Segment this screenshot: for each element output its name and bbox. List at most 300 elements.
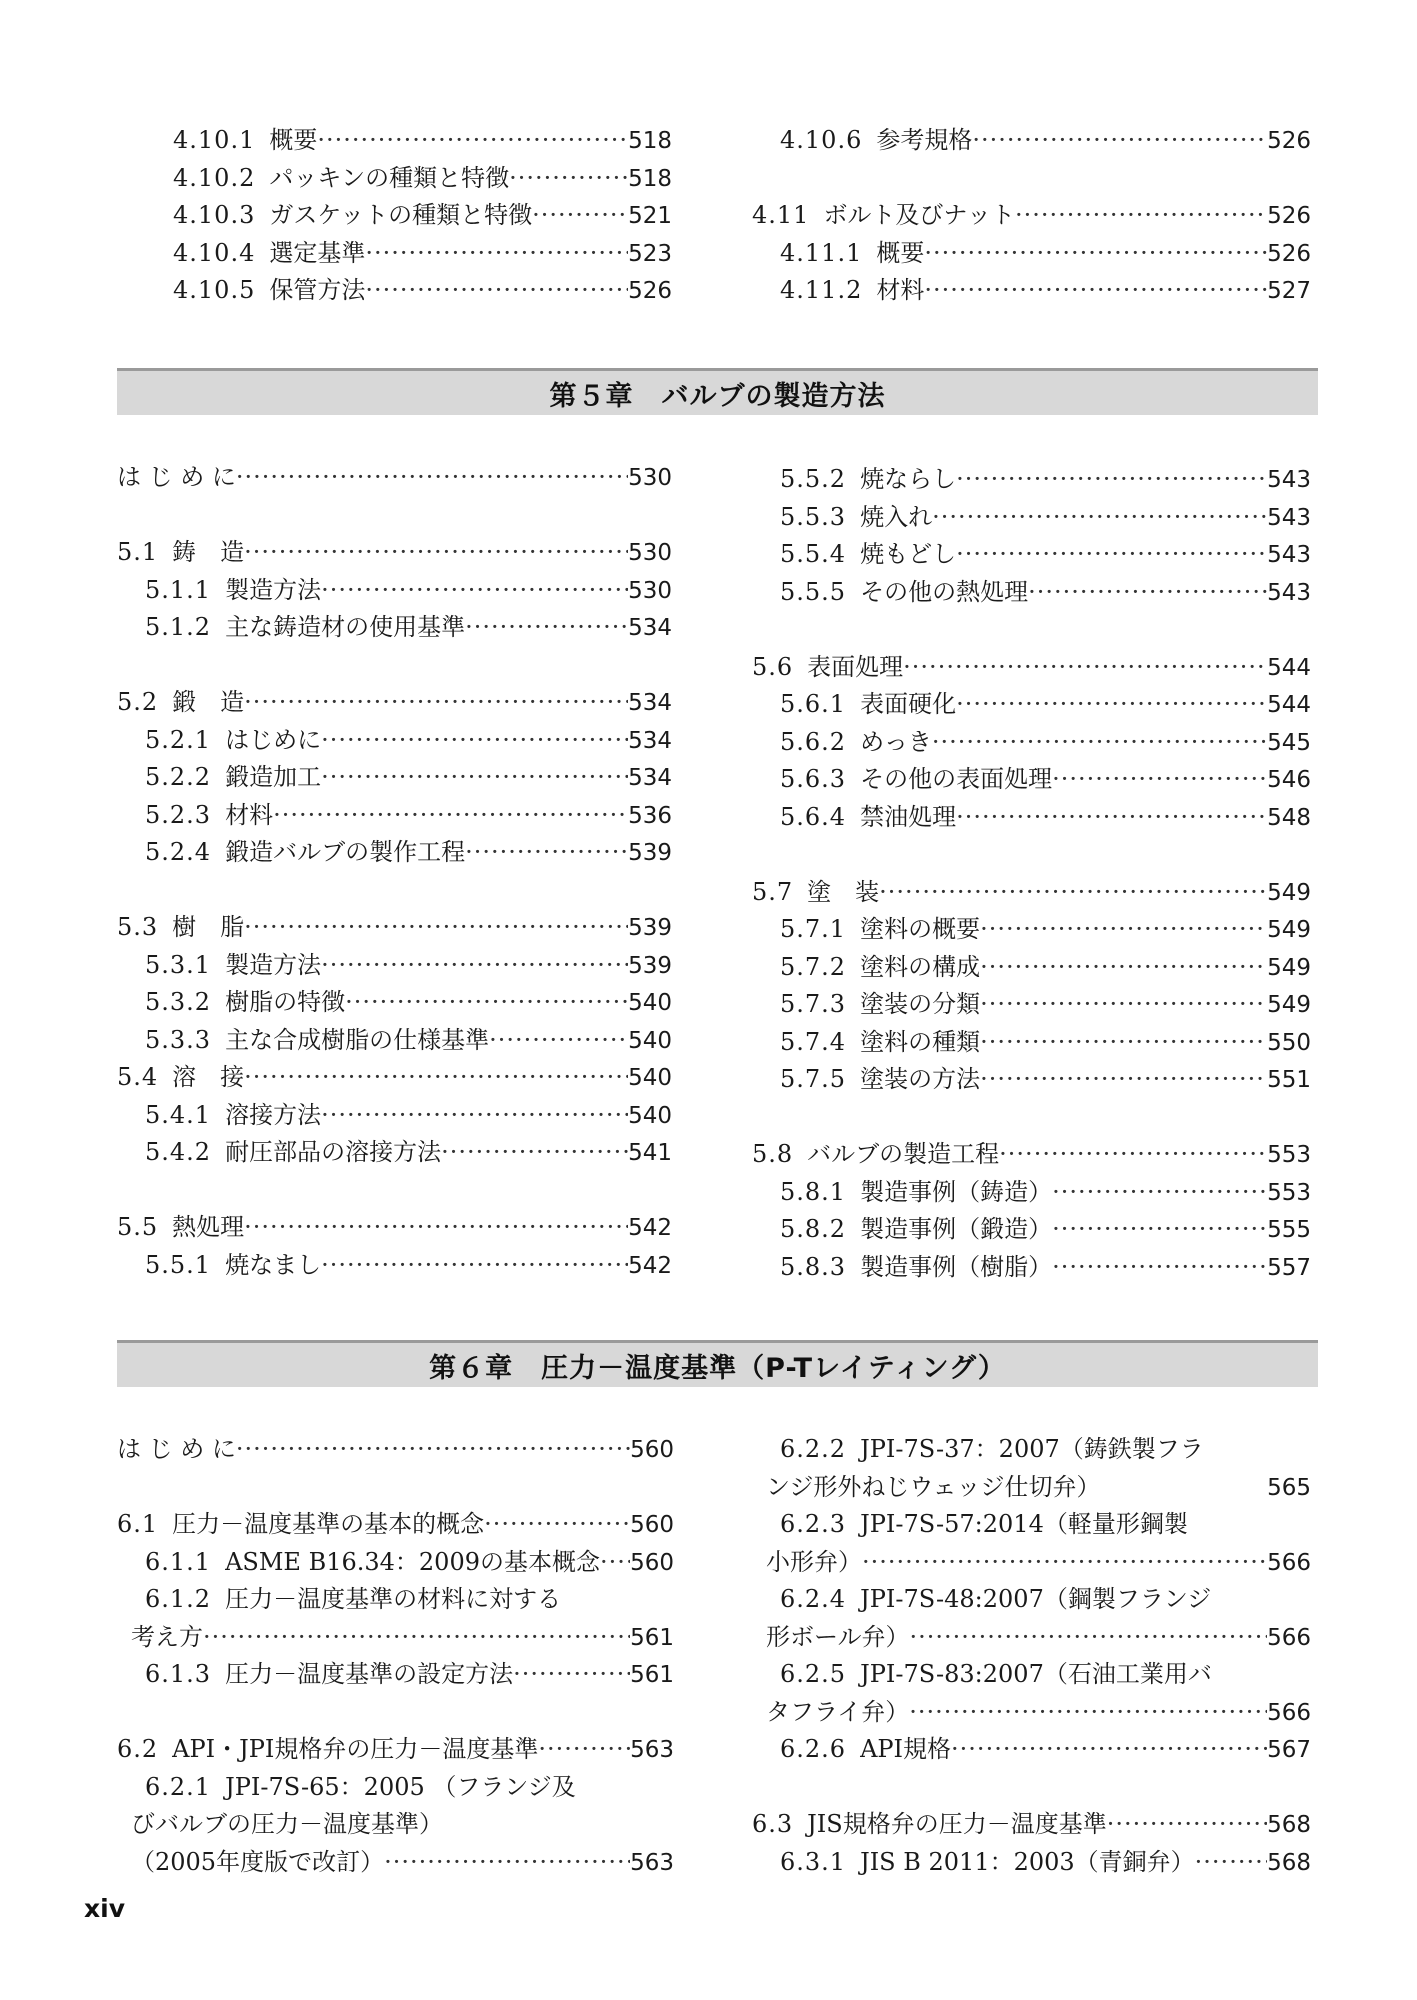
toc-ch6-right bbox=[752, 1431, 1311, 1881]
toc-entry-number: 4.10.2 bbox=[173, 163, 256, 192]
toc-entry-title: 焼ならし bbox=[860, 465, 957, 493]
toc-entry-number: 5.7.2 bbox=[780, 952, 847, 981]
toc-entry-page: 526 bbox=[628, 278, 672, 304]
toc-entry-number: 5.7.3 bbox=[780, 990, 847, 1018]
toc-entry[interactable] bbox=[752, 874, 1311, 912]
toc-leader-dots bbox=[465, 609, 628, 647]
toc-entry-page: 544 bbox=[1267, 692, 1311, 718]
toc-entry[interactable] bbox=[117, 909, 672, 947]
toc-entry-title: 塗料の種類 bbox=[860, 1027, 981, 1056]
toc-entry[interactable] bbox=[117, 1656, 674, 1694]
toc-entry-page: 563 bbox=[630, 1849, 674, 1876]
toc-entry-page: 560 bbox=[630, 1549, 674, 1576]
toc-leader-dots bbox=[909, 1694, 1267, 1732]
toc-entry[interactable] bbox=[117, 1247, 672, 1285]
toc-leader-dots bbox=[1107, 1806, 1267, 1844]
toc-leader-dots bbox=[956, 461, 1267, 499]
toc-leader-dots bbox=[345, 984, 628, 1022]
toc-leader-dots bbox=[513, 1656, 630, 1694]
toc-entry-title: 概要 bbox=[876, 238, 925, 267]
toc-leader-dots bbox=[244, 1209, 628, 1247]
toc-leader-dots bbox=[924, 235, 1267, 273]
toc-entry-title: 製造方法 bbox=[225, 575, 322, 604]
toc-spacer bbox=[117, 647, 672, 685]
toc-entry[interactable] bbox=[752, 986, 1311, 1024]
toc-entry-title: JPI-7S-65：2005 （フランジ及 bbox=[225, 1772, 576, 1801]
toc-entry-page: 541 bbox=[628, 1140, 672, 1166]
toc-leader-dots bbox=[321, 1097, 628, 1135]
toc-entry-page: 540 bbox=[628, 1027, 672, 1054]
toc-entry[interactable] bbox=[145, 235, 672, 273]
toc-entry[interactable] bbox=[117, 1022, 672, 1060]
chapter-6-heading: 第６章 圧力－温度基準（P-Tレイティング） bbox=[117, 1340, 1318, 1387]
toc-leader-dots bbox=[317, 122, 628, 160]
toc-leader-dots bbox=[862, 1544, 1267, 1582]
toc-entry[interactable] bbox=[752, 761, 1311, 799]
toc-entry-page: 539 bbox=[628, 840, 672, 866]
toc-entry-page: 534 bbox=[628, 727, 672, 754]
toc-entry-title: 焼もどし bbox=[860, 540, 957, 568]
toc-entry[interactable] bbox=[117, 1581, 674, 1619]
toc-entry-number: 5.5.2 bbox=[780, 465, 847, 493]
toc-entry[interactable] bbox=[752, 235, 1311, 273]
toc-entry-title: 製造事例（鍛造） bbox=[860, 1215, 1053, 1243]
toc-entry[interactable] bbox=[752, 1694, 1311, 1732]
toc-top-left bbox=[145, 122, 672, 310]
toc-entry-number: 4.10.1 bbox=[173, 126, 256, 154]
toc-entry-page: 543 bbox=[1267, 579, 1311, 606]
toc-entry-page: 553 bbox=[1267, 1142, 1311, 1168]
toc-entry-title: 熱処理 bbox=[172, 1213, 245, 1241]
toc-entry-title: ASME B16.34：2009の基本概念 bbox=[225, 1547, 600, 1576]
toc-entry[interactable] bbox=[752, 1806, 1311, 1844]
toc-entry[interactable] bbox=[117, 1209, 672, 1247]
toc-entry[interactable] bbox=[752, 122, 1311, 160]
toc-entry-page: 530 bbox=[628, 465, 672, 491]
toc-entry-number: 6.2.3 bbox=[780, 1510, 847, 1538]
toc-entry-page: 555 bbox=[1267, 1217, 1311, 1243]
toc-spacer bbox=[117, 1172, 672, 1210]
toc-entry-page: 565 bbox=[1267, 1474, 1311, 1501]
toc-entry-page: 549 bbox=[1267, 954, 1311, 981]
toc-entry-title: 考え方 bbox=[131, 1622, 203, 1651]
toc-entry-number: 5.6 bbox=[752, 652, 794, 681]
toc-entry-title: 選定基準 bbox=[269, 238, 366, 267]
toc-entry[interactable] bbox=[117, 1059, 672, 1097]
toc-leader-dots bbox=[441, 1134, 628, 1172]
toc-entry-title: 主な鋳造材の使用基準 bbox=[225, 613, 466, 641]
toc-entry[interactable] bbox=[752, 1731, 1311, 1769]
toc-entry-number: 5.7.1 bbox=[780, 915, 847, 943]
toc-entry-number: 6.2.6 bbox=[780, 1735, 847, 1763]
toc-entry[interactable] bbox=[145, 122, 672, 160]
toc-entry-page: 563 bbox=[630, 1737, 674, 1763]
toc-entry-number: 6.1.3 bbox=[145, 1660, 212, 1688]
toc-entry[interactable] bbox=[752, 724, 1311, 762]
toc-entry-title: JPI-7S-83:2007（石油工業用バ bbox=[860, 1660, 1212, 1688]
toc-leader-dots bbox=[956, 686, 1267, 724]
toc-entry-title: 耐圧部品の溶接方法 bbox=[225, 1138, 442, 1166]
toc-leader-dots bbox=[538, 1731, 630, 1769]
toc-entry-title: 焼入れ bbox=[860, 502, 933, 531]
toc-entry-number: 5.1 bbox=[117, 538, 159, 566]
toc-entry-number: 5.1.2 bbox=[145, 613, 212, 641]
toc-entry[interactable] bbox=[117, 1431, 674, 1469]
toc-entry-page: 560 bbox=[630, 1512, 674, 1538]
toc-entry-number: 5.7.5 bbox=[780, 1065, 847, 1093]
toc-entry-page: 523 bbox=[628, 240, 672, 267]
toc-entry-title: バルブの製造工程 bbox=[807, 1140, 1000, 1168]
toc-entry[interactable] bbox=[752, 1544, 1311, 1582]
toc-leader-dots bbox=[321, 1247, 628, 1285]
toc-ch5-right bbox=[752, 461, 1311, 1286]
toc-leader-dots bbox=[980, 1024, 1267, 1062]
toc-entry[interactable] bbox=[752, 1211, 1311, 1249]
toc-entry-page: 553 bbox=[1267, 1179, 1311, 1206]
toc-entry-title: は じ め に bbox=[117, 463, 236, 491]
toc-entry-number: 5.2.4 bbox=[145, 838, 212, 866]
toc-leader-dots bbox=[932, 724, 1267, 762]
toc-entry-title: API・JPI規格弁の圧力－温度基準 bbox=[172, 1735, 539, 1763]
toc-entry-title: 保管方法 bbox=[269, 276, 366, 304]
toc-leader-dots bbox=[489, 1022, 628, 1060]
toc-entry-title: 製造事例（鋳造） bbox=[860, 1177, 1053, 1206]
toc-entry-page: 542 bbox=[628, 1215, 672, 1241]
toc-entry-title: 鍛造加工 bbox=[225, 763, 322, 791]
toc-leader-dots bbox=[365, 235, 628, 273]
toc-entry[interactable] bbox=[117, 984, 672, 1022]
toc-leader-dots bbox=[321, 722, 628, 760]
toc-leader-dots bbox=[999, 1136, 1267, 1174]
toc-entry-number: 5.3.1 bbox=[145, 950, 212, 979]
toc-entry-number: 6.2.2 bbox=[780, 1435, 847, 1463]
toc-entry[interactable] bbox=[145, 272, 672, 310]
toc-entry-page: 534 bbox=[628, 615, 672, 641]
toc-entry[interactable] bbox=[117, 609, 672, 647]
toc-entry-page: 526 bbox=[1267, 203, 1311, 229]
toc-spacer bbox=[752, 611, 1311, 649]
toc-entry[interactable] bbox=[752, 499, 1311, 537]
toc-leader-dots bbox=[321, 759, 628, 797]
toc-entry-number: 5.4.1 bbox=[145, 1100, 212, 1129]
toc-entry-title: 製造事例（樹脂） bbox=[860, 1252, 1053, 1281]
toc-entry-number: 6.3 bbox=[752, 1810, 794, 1838]
toc-entry-number: 6.1 bbox=[117, 1510, 159, 1538]
toc-spacer bbox=[117, 872, 672, 910]
toc-entry-page: 568 bbox=[1267, 1849, 1311, 1876]
toc-leader-dots bbox=[509, 160, 628, 198]
toc-entry-title: 焼なまし bbox=[225, 1250, 322, 1279]
toc-leader-dots bbox=[956, 799, 1267, 837]
toc-top-right bbox=[752, 122, 1311, 310]
toc-entry-number: 5.8.1 bbox=[780, 1177, 847, 1206]
toc-leader-dots bbox=[273, 797, 628, 835]
toc-leader-dots bbox=[1052, 1211, 1267, 1249]
toc-entry[interactable] bbox=[117, 722, 672, 760]
toc-entry-title: 圧力－温度基準の材料に対する bbox=[225, 1585, 562, 1613]
toc-entry-number: 5.6.3 bbox=[780, 765, 847, 793]
toc-entry[interactable] bbox=[752, 1469, 1311, 1507]
toc-entry-number: 4.10.4 bbox=[173, 238, 256, 267]
toc-spacer bbox=[752, 836, 1311, 874]
toc-leader-dots bbox=[244, 1059, 628, 1097]
toc-entry-number: 5.6.4 bbox=[780, 802, 847, 831]
toc-entry-title: 溶接方法 bbox=[225, 1100, 322, 1129]
toc-entry-number: 5.8.3 bbox=[780, 1252, 847, 1281]
toc-entry-number: 5.2.3 bbox=[145, 800, 212, 829]
toc-entry-title: 鋳 造 bbox=[172, 538, 245, 566]
toc-leader-dots bbox=[384, 1844, 630, 1882]
toc-entry-title: 塗装の方法 bbox=[860, 1065, 981, 1093]
toc-entry-title: 製造方法 bbox=[225, 950, 322, 979]
toc-entry[interactable] bbox=[117, 1844, 674, 1882]
toc-entry[interactable] bbox=[117, 459, 672, 497]
toc-entry-page: 548 bbox=[1267, 804, 1311, 831]
toc-entry[interactable] bbox=[752, 272, 1311, 310]
toc-leader-dots bbox=[903, 649, 1267, 687]
toc-entry-number: 5.4 bbox=[117, 1063, 159, 1091]
toc-entry[interactable] bbox=[752, 1174, 1311, 1212]
toc-leader-dots bbox=[244, 534, 628, 572]
toc-entry-title: はじめに bbox=[225, 725, 322, 754]
toc-entry-number: 5.4.2 bbox=[145, 1138, 212, 1166]
toc-entry-page: 536 bbox=[628, 802, 672, 829]
toc-entry-page: 543 bbox=[1267, 542, 1311, 568]
toc-entry-title: 材料 bbox=[225, 800, 274, 829]
toc-entry-title: JIS B 2011：2003（青銅弁） bbox=[860, 1847, 1195, 1876]
toc-entry-number: 4.10.5 bbox=[173, 276, 256, 304]
toc-entry-page: 540 bbox=[628, 1102, 672, 1129]
toc-entry[interactable] bbox=[117, 1134, 672, 1172]
toc-entry-number: 5.7.4 bbox=[780, 1027, 847, 1056]
toc-entry[interactable] bbox=[752, 799, 1311, 837]
toc-leader-dots bbox=[879, 874, 1267, 912]
toc-entry-page: 543 bbox=[1267, 467, 1311, 493]
toc-entry-number: 5.3 bbox=[117, 913, 159, 941]
toc-entry[interactable] bbox=[117, 1769, 674, 1807]
toc-entry[interactable] bbox=[752, 1619, 1311, 1657]
toc-leader-dots bbox=[484, 1506, 630, 1544]
toc-leader-dots bbox=[1052, 1249, 1267, 1287]
toc-entry-number: 5.8 bbox=[752, 1140, 794, 1168]
toc-spacer bbox=[752, 1769, 1311, 1807]
toc-entry-number: 5.5.1 bbox=[145, 1250, 212, 1279]
toc-entry[interactable] bbox=[752, 1656, 1311, 1694]
toc-entry-title: ンジ形外ねじウェッジ仕切弁） bbox=[766, 1472, 1101, 1501]
toc-entry-page: 539 bbox=[628, 952, 672, 979]
toc-entry-page: 560 bbox=[630, 1437, 674, 1463]
toc-entry[interactable] bbox=[117, 834, 672, 872]
toc-leader-dots bbox=[1052, 761, 1267, 799]
toc-leader-dots bbox=[1195, 1844, 1267, 1882]
toc-entry-page: 518 bbox=[628, 128, 672, 154]
toc-entry-page: 526 bbox=[1267, 240, 1311, 267]
toc-entry-number: 6.3.1 bbox=[780, 1847, 847, 1876]
toc-entry-title: 鍛 造 bbox=[172, 688, 245, 716]
page-folio: xiv bbox=[84, 1894, 125, 1923]
toc-leader-dots bbox=[980, 949, 1267, 987]
toc-entry-page: 549 bbox=[1267, 992, 1311, 1018]
toc-leader-dots bbox=[365, 272, 628, 310]
toc-entry-title: 塗料の概要 bbox=[860, 915, 981, 943]
toc-entry[interactable] bbox=[752, 461, 1311, 499]
toc-entry-page: 521 bbox=[628, 203, 672, 229]
toc-entry[interactable] bbox=[752, 1581, 1311, 1619]
toc-entry-page: 566 bbox=[1267, 1624, 1311, 1651]
toc-entry-page: 566 bbox=[1267, 1699, 1311, 1726]
toc-entry-page: 561 bbox=[630, 1662, 674, 1688]
toc-leader-dots bbox=[600, 1544, 630, 1582]
toc-entry-number: 5.5.3 bbox=[780, 502, 847, 531]
toc-spacer bbox=[117, 1469, 674, 1507]
toc-entry-number: 5.6.2 bbox=[780, 727, 847, 756]
toc-entry-title: 塗装の分類 bbox=[860, 990, 981, 1018]
toc-entry-page: 530 bbox=[628, 577, 672, 604]
toc-entry[interactable] bbox=[752, 1136, 1311, 1174]
toc-entry-title: JPI-7S-37：2007（鋳鉄製フラ bbox=[860, 1435, 1204, 1463]
toc-leader-dots bbox=[244, 684, 628, 722]
toc-entry-page: 540 bbox=[628, 1065, 672, 1091]
toc-entry[interactable] bbox=[752, 1506, 1311, 1544]
toc-entry[interactable] bbox=[752, 1431, 1311, 1469]
toc-entry-title: JPI-7S-48:2007（鋼製フランジ bbox=[860, 1585, 1212, 1613]
toc-entry-title: JPI-7S-57:2014（軽量形鋼製 bbox=[860, 1510, 1188, 1538]
toc-entry-page: 534 bbox=[628, 690, 672, 716]
toc-spacer bbox=[117, 497, 672, 535]
toc-leader-dots bbox=[956, 536, 1267, 574]
toc-entry-number: 6.2.4 bbox=[780, 1585, 847, 1613]
toc-entry-number: 6.2 bbox=[117, 1735, 159, 1763]
toc-ch5-left bbox=[117, 459, 672, 1284]
toc-entry-page: 551 bbox=[1267, 1067, 1311, 1093]
toc-entry[interactable] bbox=[117, 572, 672, 610]
toc-entry-number: 6.1.1 bbox=[145, 1547, 212, 1576]
toc-entry-number: 4.11.1 bbox=[780, 238, 863, 267]
toc-entry[interactable] bbox=[117, 684, 672, 722]
toc-entry-title: 表面処理 bbox=[807, 652, 904, 681]
toc-entry-page: 526 bbox=[1267, 128, 1311, 154]
toc-entry-title: 小形弁） bbox=[766, 1547, 862, 1576]
toc-entry-title: JIS規格弁の圧力－温度基準 bbox=[807, 1810, 1107, 1838]
toc-entry[interactable] bbox=[752, 686, 1311, 724]
toc-entry-title: 材料 bbox=[876, 276, 925, 304]
toc-entry-title: 塗 装 bbox=[807, 877, 880, 906]
toc-entry-page: 566 bbox=[1267, 1549, 1311, 1576]
toc-entry-title: 概要 bbox=[269, 126, 318, 154]
toc-entry-number: 6.2.5 bbox=[780, 1660, 847, 1688]
toc-leader-dots bbox=[532, 197, 628, 235]
toc-leader-dots bbox=[924, 272, 1267, 310]
toc-entry[interactable] bbox=[117, 1731, 674, 1769]
toc-entry-title: タフライ弁） bbox=[766, 1697, 910, 1726]
toc-entry-title: 塗料の構成 bbox=[860, 952, 981, 981]
toc-entry-page: 549 bbox=[1267, 917, 1311, 943]
toc-entry[interactable] bbox=[117, 1097, 672, 1135]
toc-entry-number: 5.2 bbox=[117, 688, 159, 716]
toc-spacer bbox=[752, 160, 1311, 198]
toc-entry[interactable] bbox=[752, 911, 1311, 949]
toc-entry[interactable] bbox=[117, 797, 672, 835]
toc-entry[interactable] bbox=[117, 534, 672, 572]
toc-entry-number: 5.2.2 bbox=[145, 763, 212, 791]
toc-entry-title: 圧力－温度基準の設定方法 bbox=[225, 1660, 514, 1688]
toc-entry[interactable] bbox=[752, 1249, 1311, 1287]
toc-entry-title: ガスケットの種類と特徴 bbox=[269, 201, 533, 229]
toc-entry-title: 参考規格 bbox=[876, 126, 973, 154]
toc-entry-title: その他の熱処理 bbox=[860, 577, 1029, 606]
toc-entry[interactable] bbox=[752, 649, 1311, 687]
toc-leader-dots bbox=[203, 1619, 630, 1657]
toc-entry-page: 567 bbox=[1267, 1737, 1311, 1763]
toc-entry-title: その他の表面処理 bbox=[860, 765, 1053, 793]
toc-entry-number: 4.11 bbox=[752, 201, 810, 229]
toc-entry-page: 544 bbox=[1267, 654, 1311, 681]
toc-entry[interactable] bbox=[752, 1061, 1311, 1099]
toc-entry[interactable] bbox=[117, 759, 672, 797]
toc-leader-dots bbox=[980, 986, 1267, 1024]
toc-entry[interactable] bbox=[752, 574, 1311, 612]
toc-entry-page: 539 bbox=[628, 915, 672, 941]
toc-entry-title: （2005年度版で改訂） bbox=[131, 1847, 385, 1876]
toc-leader-dots bbox=[932, 499, 1267, 537]
toc-entry-page: 534 bbox=[628, 765, 672, 791]
toc-spacer bbox=[117, 1694, 674, 1732]
toc-leader-dots bbox=[1052, 1174, 1267, 1212]
toc-entry-title: 主な合成樹脂の仕様基準 bbox=[225, 1025, 490, 1054]
toc-entry[interactable] bbox=[145, 197, 672, 235]
toc-entry-title: は じ め に bbox=[117, 1435, 236, 1463]
toc-entry-number: 4.10.3 bbox=[173, 201, 256, 229]
toc-leader-dots bbox=[1015, 197, 1267, 235]
toc-leader-dots bbox=[951, 1731, 1267, 1769]
toc-leader-dots bbox=[972, 122, 1267, 160]
toc-entry-page: 550 bbox=[1267, 1029, 1311, 1056]
toc-entry[interactable] bbox=[117, 1544, 674, 1582]
toc-entry-number: 6.2.1 bbox=[145, 1772, 212, 1801]
toc-entry-number: 4.10.6 bbox=[780, 126, 863, 154]
toc-leader-dots bbox=[465, 834, 628, 872]
toc-entry[interactable] bbox=[752, 536, 1311, 574]
toc-entry-page: 546 bbox=[1267, 767, 1311, 793]
toc-entry[interactable] bbox=[752, 197, 1311, 235]
toc-leader-dots bbox=[236, 459, 628, 497]
toc-entry-page: 557 bbox=[1267, 1254, 1311, 1281]
toc-entry-title: 形ボール弁） bbox=[766, 1622, 910, 1651]
toc-entry-title: API規格 bbox=[860, 1735, 952, 1763]
toc-leader-dots bbox=[980, 1061, 1267, 1099]
toc-entry[interactable] bbox=[117, 1806, 674, 1844]
toc-entry[interactable] bbox=[117, 1619, 674, 1657]
toc-entry-number: 5.5.4 bbox=[780, 540, 847, 568]
toc-entry[interactable] bbox=[752, 1844, 1311, 1882]
toc-entry[interactable] bbox=[117, 1506, 674, 1544]
toc-entry-number: 5.5 bbox=[117, 1213, 159, 1241]
toc-entry[interactable] bbox=[117, 947, 672, 985]
toc-entry[interactable] bbox=[145, 160, 672, 198]
toc-entry-page: 542 bbox=[628, 1252, 672, 1279]
toc-entry-page: 527 bbox=[1267, 278, 1311, 304]
toc-entry-page: 518 bbox=[628, 165, 672, 192]
toc-entry-page: 549 bbox=[1267, 879, 1311, 906]
toc-entry-title: 鍛造バルブの製作工程 bbox=[225, 838, 466, 866]
toc-leader-dots bbox=[236, 1431, 630, 1469]
toc-ch6-left bbox=[117, 1431, 674, 1881]
toc-entry-title: 溶 接 bbox=[172, 1063, 245, 1091]
toc-entry-page: 561 bbox=[630, 1624, 674, 1651]
toc-entry-title: 樹 脂 bbox=[172, 913, 245, 941]
toc-entry[interactable] bbox=[752, 1024, 1311, 1062]
toc-entry[interactable] bbox=[752, 949, 1311, 987]
